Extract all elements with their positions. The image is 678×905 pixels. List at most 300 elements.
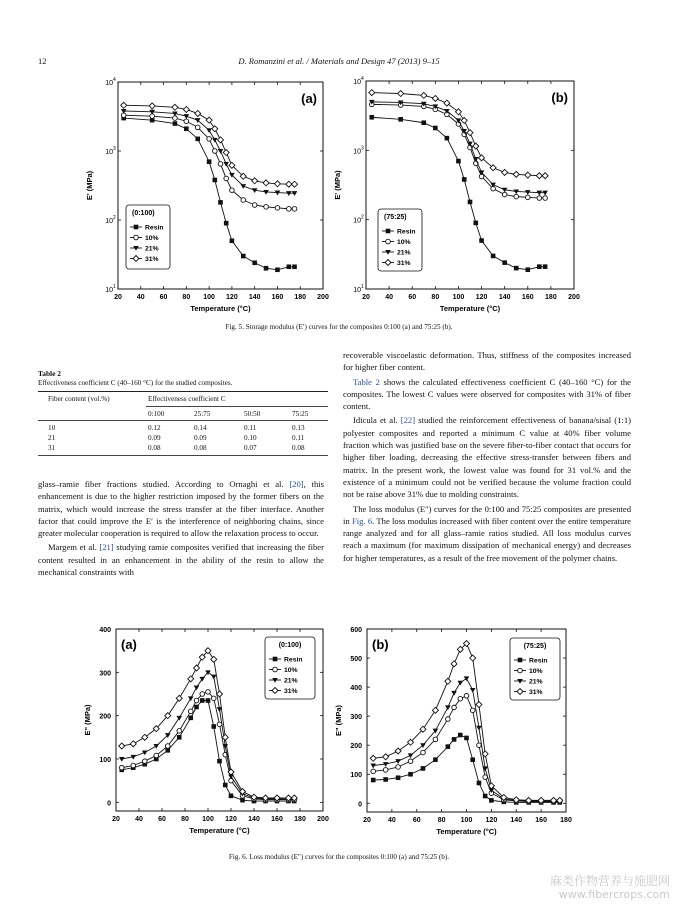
table2-title: Table 2 [38,369,61,378]
data-point [195,125,200,130]
data-point [458,696,463,701]
data-point [212,138,218,143]
data-point [188,709,193,714]
y-axis-label: E" (MPa) [83,704,92,736]
data-point [230,238,235,243]
data-point [502,192,507,197]
legend-marker [518,658,523,663]
data-point [264,266,269,271]
paragraph: recoverable viscoelastic deformation. Thus, stiffness of the composites increased for higher fiber content. [343,350,631,373]
data-point [477,781,482,786]
ref-link[interactable]: [20] [289,479,304,489]
data-point [408,759,413,764]
table2-row [48,424,55,453]
legend-label: 21% [529,678,543,686]
right-column-text [343,349,631,566]
x-tick-label: 40 [387,817,396,824]
table2-cell: 0.09 [194,433,207,442]
table2-col-50-50 [244,424,257,453]
legend-label: 31% [397,260,411,267]
data-point [194,698,199,703]
data-point [195,137,200,142]
data-point [537,264,542,269]
data-point [188,676,194,682]
data-point [229,794,234,799]
y-tick-label: 0 [107,800,111,808]
data-point [252,260,257,265]
data-point [195,110,201,116]
x-tick-label: 140 [498,294,511,301]
data-point [445,705,451,710]
data-point [445,136,450,141]
data-point [525,195,530,200]
data-point [462,177,467,182]
data-point [470,757,475,762]
x-axis-label: Temperature (°C) [189,826,250,835]
data-point [473,221,478,226]
data-point [513,171,519,177]
data-point [421,120,426,125]
data-point [433,126,438,131]
data-point [371,769,376,774]
data-point [292,181,298,187]
data-point [408,753,414,758]
table2-cell: 21 [48,433,56,442]
x-tick-label: 60 [408,294,417,301]
data-point [470,688,476,693]
data-point [464,694,469,699]
x-tick-label: 200 [317,816,329,823]
data-point [130,741,136,747]
y-tick-label: 10 [105,149,113,156]
y-tick-label: 10 [353,217,361,225]
legend-label: 10% [529,668,543,675]
x-tick-label: 40 [135,816,143,823]
data-point [223,783,228,788]
legend-label: Resin [284,656,303,664]
data-point [432,707,438,713]
data-point [452,737,457,742]
data-point [177,735,182,740]
data-point [514,266,519,271]
y-tick-label: 10 [353,287,361,294]
legend-label: 21% [397,249,411,257]
data-point [211,656,217,662]
data-point [395,748,401,754]
data-point [451,661,457,667]
data-point [370,764,376,769]
x-tick-label: 180 [545,294,557,301]
data-point [264,205,269,210]
panel-label: (b) [551,90,568,105]
data-point [224,176,229,181]
y-tick-label: 100 [99,757,111,764]
y-tick-label: 100 [350,772,362,780]
data-point [489,798,494,803]
data-point [131,763,136,768]
data-point [199,677,205,682]
data-point [292,207,297,212]
y-tick-label: 600 [350,627,362,634]
data-point [396,765,401,770]
data-point [468,200,473,205]
table2-cell: 31 [48,443,56,452]
data-point [241,254,246,259]
x-tick-label: 160 [271,816,283,823]
x-tick-label: 120 [226,294,238,301]
data-point [119,765,124,770]
data-point [275,267,280,272]
x-tick-label: 60 [412,817,421,824]
y-tick-label: 400 [350,685,362,693]
data-point [177,729,182,734]
table2-block [38,369,328,387]
legend-marker [386,239,391,244]
ref-link[interactable]: [21] [99,542,114,553]
data-point [184,126,189,131]
fig6b-chart [334,627,572,836]
y-tick-label: 10 [105,218,113,225]
x-tick-label: 120 [225,816,237,823]
panel-label: (a) [301,91,317,106]
y-tick-label: 10 [353,79,361,86]
table2-subtitle: Effectiveness coefficient C (40–160 °C) for the studied composites. [38,379,233,387]
data-point [218,137,224,143]
legend-label: 10% [284,667,298,674]
legend-label: 21% [145,245,159,253]
data-point [121,102,127,108]
data-point [241,198,246,203]
data-point [502,260,507,265]
x-axis-label: Temperature (°C) [439,304,501,313]
data-point [188,716,193,721]
x-tick-label: 140 [248,816,260,823]
data-point [211,696,216,701]
data-point [537,196,542,201]
x-tick-label: 100 [203,294,215,301]
data-point [476,702,482,708]
data-point [213,149,218,154]
table2-col-75-25 [292,424,305,453]
data-point [188,696,194,701]
y-tick-label: 300 [350,714,362,722]
table2-cell: 0.12 [148,424,161,432]
data-point [207,137,212,142]
data-point [479,238,484,243]
data-point [476,726,482,731]
data-point [433,757,438,762]
data-point [446,744,451,749]
table2-cell: 0.08 [148,443,161,452]
data-point [536,173,542,179]
x-tick-label: 100 [460,817,473,824]
data-point [224,221,229,226]
legend-title: (75:25) [523,643,547,650]
data-point [456,159,461,164]
data-point [470,708,475,713]
data-point [206,690,211,695]
x-tick-label: 180 [294,816,306,823]
table2-ratio: 50:50 [244,410,261,418]
y-tick-label: 400 [99,627,111,634]
data-point [421,766,426,771]
text-run: studied the reinforcement effectiveness of banana/sisal (1:1) polyester composites and reported a minimum C value at 40% fiber volume fraction which was justified base on the severe fiber-to-fiber contact that occurs for higher fiber loading, decreasing the effective stress-transfer between fibers and matrix. In the present work, the lowest value was found for 31 vol.% and the existence of a minimum could not be verified because the volume fraction could not be raise above 31% due to molding constraints. [343,415,631,500]
legend-marker [134,225,139,230]
x-tick-label: 180 [560,817,572,824]
data-point [206,128,212,133]
data-point [173,121,178,126]
y-tick-label: 10 [105,80,113,87]
x-tick-label: 120 [475,294,488,301]
fig6-caption: Fig. 6. Loss modulus (E″) curves for the composites 0:100 (a) and 75:25 (b). [228,853,450,861]
data-point [467,130,473,136]
panel-label: (a) [121,637,137,652]
table2-cell: 10 [48,424,56,432]
data-point [194,686,200,691]
x-tick-label: 60 [158,816,166,823]
data-point [165,744,170,749]
text-run: Idicula et al. [353,415,401,426]
data-point [421,750,426,755]
data-point [398,91,404,97]
data-point [119,743,125,749]
x-tick-label: 20 [112,816,120,823]
data-point [473,143,479,149]
x-tick-label: 160 [535,817,547,824]
legend-title: (0:100) [132,210,155,217]
ref-link[interactable]: Table 2 [353,376,380,387]
x-tick-label: 200 [317,294,329,301]
data-point [369,90,375,96]
data-point [470,655,476,661]
y-tick-label: 200 [99,713,111,721]
data-point [200,698,205,703]
data-point [432,95,438,101]
y-tick-label: 10 [105,287,113,294]
y-tick-label: 0 [358,801,362,809]
table2-col-0-100 [148,424,161,453]
series-line-21pct [372,102,545,193]
data-point [230,188,235,193]
data-point [421,92,427,98]
data-point [149,103,155,109]
y-tick-exponent: 2 [113,215,116,221]
x-tick-label: 120 [485,817,498,824]
data-point [223,162,229,167]
text-run: studying ramie composites verified that increasing the fiber content resulted in an enhancement in the ability of the resin to allow the mechanical constraints with [38,542,324,578]
legend-label: 31% [284,688,298,695]
table2-cell: 0.09 [148,433,161,442]
x-axis-label: Temperature (°C) [190,304,251,313]
legend-title: (75:25) [384,214,407,221]
data-point [292,264,297,269]
data-point [464,736,469,741]
page-number: 12 [38,56,47,66]
data-point [252,203,257,208]
data-point [263,180,269,186]
text-run: shows the calculated effectiveness coefficient C (40–160 °C) for the composites. The lowest C values were observed for composites with 31% of fiber content. [343,376,631,412]
table2-top-rule [38,391,328,392]
data-point [176,695,182,701]
data-point [184,119,189,124]
data-point [213,178,218,183]
fig5a-chart [85,77,329,313]
x-tick-label: 40 [136,294,145,301]
legend-marker [134,235,139,240]
data-point [206,117,212,123]
table2-cell: 0.08 [194,443,207,452]
data-point [543,196,548,201]
table2-cell: 0.11 [292,433,305,442]
paragraph [38,478,324,539]
legend-label: Resin [145,224,164,232]
data-point [433,737,438,742]
data-point [383,777,388,782]
data-point [287,207,292,212]
data-point [542,173,548,179]
y-tick-exponent: 3 [113,146,116,152]
table2-bottom-rule [38,455,328,456]
data-point [212,126,218,132]
data-point [525,172,531,178]
text-run: The loss modulus (E″) curves for the 0:100 and 75:25 composites are presented in [343,503,631,526]
data-point [457,681,463,686]
x-tick-label: 200 [568,294,580,301]
data-point [458,733,463,738]
fig5b-chart [333,76,580,313]
data-point [371,778,376,783]
data-point [275,206,280,211]
data-point [398,117,403,122]
data-point [211,724,216,729]
table2-cell: 0.07 [244,443,257,452]
fig5-caption: Fig. 5. Storage modulus (E′) curves for the composites 0:100 (a) and 75:25 (b). [225,323,453,331]
data-point [383,754,389,760]
data-point [218,162,223,167]
paragraph [343,414,631,500]
series-line-10pct [122,692,295,800]
data-point [473,157,479,162]
legend-label: 31% [145,256,159,263]
data-point [369,115,374,120]
series-line-resin [373,735,560,802]
data-point [119,757,125,762]
y-tick-exponent: 2 [361,214,364,221]
data-point [477,743,482,748]
data-point [154,753,159,758]
x-tick-label: 160 [271,294,284,301]
data-point [514,194,519,199]
watermark-title: 麻类作物营养与施肥网 [549,874,670,888]
data-point [483,794,488,799]
ref-link[interactable]: Fig. 6 [351,515,373,526]
data-point [217,722,222,727]
data-point [287,264,292,269]
data-point [543,264,548,269]
data-point [451,691,457,696]
legend-marker [518,668,523,673]
table2-cell: 0.14 [194,424,207,432]
data-point [445,678,451,684]
table2-col-25-75 [194,424,207,453]
legend-marker [273,657,278,662]
x-tick-label: 100 [452,294,465,301]
data-point [491,254,496,259]
paragraph [343,503,631,564]
watermark-url: www.fibercrops.com [558,888,670,901]
y-tick-label: 10 [353,148,361,156]
legend-marker [386,229,391,234]
data-point [194,665,200,671]
y-tick-exponent: 4 [361,76,364,82]
table2-header-coefficient: Effectiveness coefficient C [148,395,226,403]
data-point [396,775,401,780]
y-axis-label: E" (MPa) [334,704,343,737]
x-tick-label: 40 [385,294,394,301]
y-tick-label: 500 [350,656,362,664]
data-point [218,149,224,154]
legend-label: 10% [145,235,159,242]
panel-label: (b) [372,637,389,652]
y-tick-exponent: 4 [113,77,116,83]
data-point [464,676,470,681]
x-tick-label: 80 [181,816,189,823]
x-tick-label: 140 [510,817,523,824]
x-tick-label: 20 [362,294,370,301]
y-tick-exponent: 1 [113,284,116,290]
x-tick-label: 160 [521,294,534,301]
data-point [153,744,159,749]
legend-marker [273,667,278,672]
data-point [200,692,205,697]
data-point [502,169,508,175]
table2-mid-rule [38,420,328,421]
x-tick-label: 20 [114,294,122,301]
legend-label: Resin [397,228,416,236]
data-point [408,772,413,777]
legend-label: 21% [284,677,298,685]
ref-link[interactable]: [22] [400,415,416,426]
data-point [218,200,223,205]
data-point [217,759,222,764]
paragraph [38,541,324,578]
x-tick-label: 80 [182,294,191,301]
y-axis-label: E' (MPa) [85,170,94,201]
data-point [274,181,280,187]
y-tick-label: 300 [99,670,111,678]
x-tick-label: 20 [363,817,371,824]
text-run: glass–ramie fiber fractions studied. According to Ornaghi et al. [38,479,290,489]
text-run: . The loss modulus increased with fiber content over the entire temperature range analyzed and for all glass–ramie ratios studied. All loss modulus curves reach a maximum (for maximum dissipation of mechanical energy) and decreases for higher temperatures, as a result of the free movement of the polymer chains. [343,515,631,563]
data-point [183,106,189,112]
text-run: Margem et al. [48,542,100,553]
legend-label: 10% [397,239,411,246]
y-tick-exponent: 3 [361,145,364,152]
table2-cell: 0.08 [292,443,305,452]
x-tick-label: 80 [437,817,446,824]
text-run: , this enhancement is due to the higher restriction imposed by the former fibers on the matrix, which would increase the stress transfer at the fiber interface. Another factor that could improve the E′ is the interference of neighboring chains, since greater molecular cooperation is required to allow the relaxation process to occur. [38,479,324,539]
x-tick-label: 80 [431,294,440,301]
data-point [207,159,212,164]
x-tick-label: 180 [294,294,307,301]
y-axis-label: E' (MPa) [333,170,342,200]
data-point [370,755,376,761]
data-point [172,104,178,110]
table2-cell: 0.11 [244,424,257,432]
fig6a-chart [83,627,329,835]
data-point [211,675,217,680]
data-point [176,716,182,721]
